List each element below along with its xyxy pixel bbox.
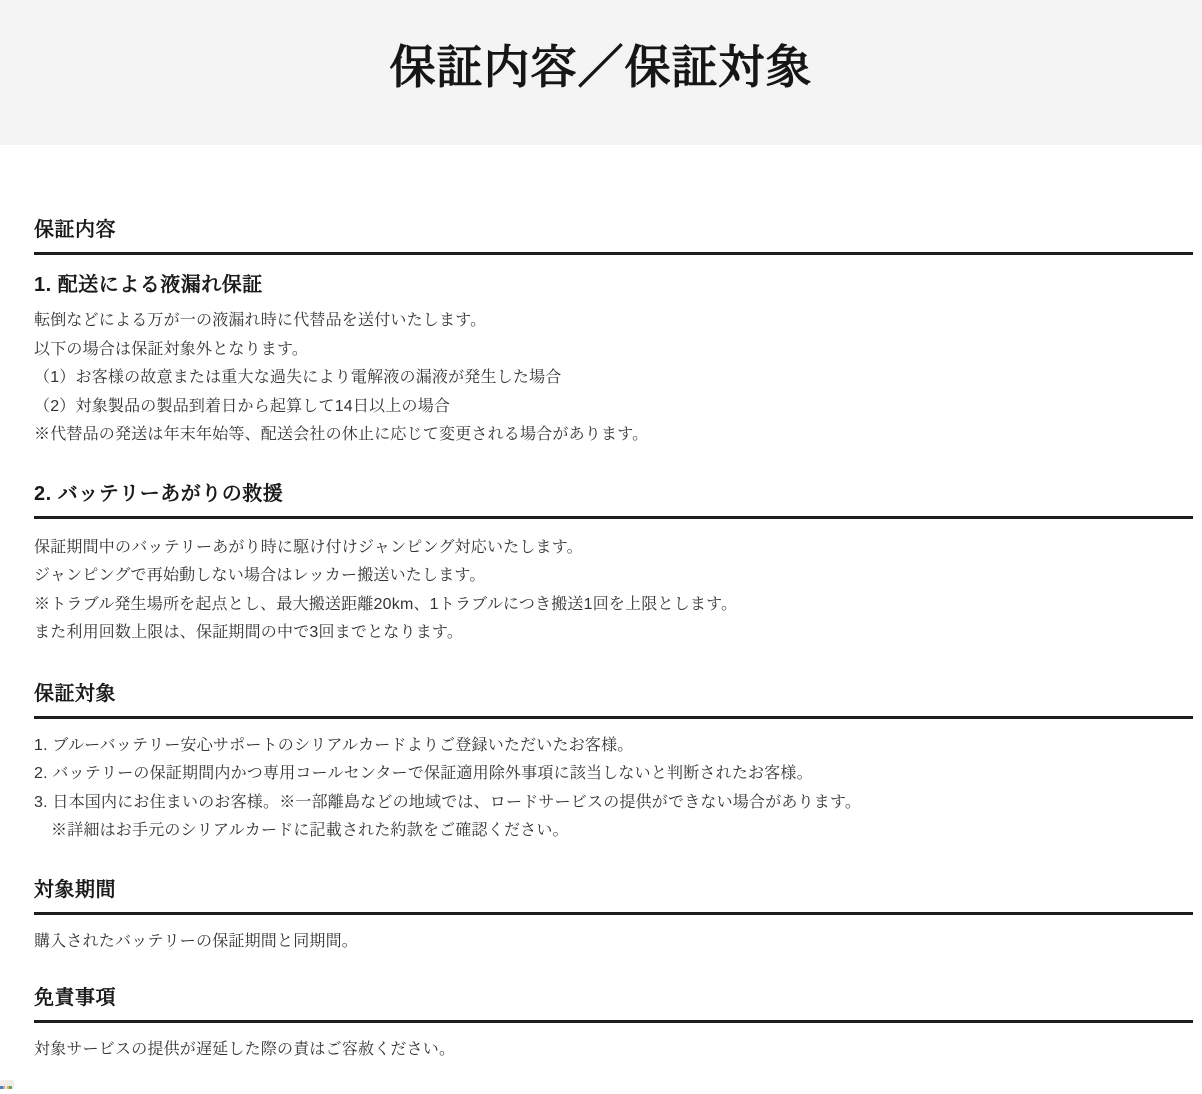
divider [34,1020,1193,1023]
paragraph: ※トラブル発生場所を起点とし、最大搬送距離20km、1トラブルにつき搬送1回を上限とします。 [34,595,738,613]
heading-warranty-target: 保証対象 [34,682,116,705]
subheading-leak-warranty: 1. 配送による液漏れ保証 [34,274,263,296]
page-content [0,217,1202,1065]
divider [34,516,1193,519]
subheading-jump-rescue: 2. バッテリーあがりの救援 [34,482,284,505]
section-warranty-target [34,681,1193,846]
divider [34,716,1193,719]
section-disclaimer [34,985,1193,1065]
leak-warranty-body [34,307,1193,450]
heading-disclaimer: 免責事項 [34,987,116,1009]
list-item: 3. 日本国内にお住まいのお客様。※一部離島などの地域では、ロードサービスの提供ができない場合があります。 [34,793,862,811]
corner-logo-fragment-icon [0,1076,14,1094]
list-item: 2. バッテリーの保証期間内かつ専用コールセンターで保証適用除外事項に該当しないと判断されたお客様。 [34,765,813,782]
paragraph: 以下の場合は保証対象外となります。 [34,340,309,358]
page-header [0,0,1202,145]
section-target-period [34,877,1193,957]
disclaimer-body [34,1036,1193,1065]
paragraph: （1）お客様の故意または重大な過失により電解液の漏液が発生した場合 [34,369,562,386]
paragraph: （2）対象製品の製品到着日から起算して14日以上の場合 [34,397,451,415]
heading-target-period: 対象期間 [34,878,116,901]
paragraph: ジャンピングで再始動しない場合はレッカー搬送いたします。 [34,567,486,584]
paragraph: ※代替品の発送は年末年始等、配送会社の休止に応じて変更される場合があります。 [34,426,649,443]
heading-warranty-content: 保証内容 [34,219,116,241]
paragraph: また利用回数上限は、保証期間の中で3回までとなります。 [34,624,464,641]
paragraph: 購入されたバッテリーの保証期間と同期間。 [34,932,359,950]
target-period-body [34,928,1193,957]
warranty-target-body [34,732,1193,846]
jump-rescue-body [34,534,1193,648]
note: ※詳細はお手元のシリアルカードに記載された約款をご確認ください。 [51,822,569,839]
paragraph: 保証期間中のバッテリーあがり時に駆け付けジャンピング対応いたします。 [34,538,583,556]
paragraph: 転倒などによる万が一の液漏れ時に代替品を送付いたします。 [34,312,487,329]
section-warranty-content [34,217,1193,648]
divider [34,912,1193,915]
list-item: 1. ブルーバッテリー安心サポートのシリアルカードよりご登録いただいたお客様。 [34,736,634,754]
paragraph: 対象サービスの提供が遅延した際の責はご容赦ください。 [34,1041,456,1058]
page-title: 保証内容／保証対象 [389,41,813,94]
divider [34,252,1193,255]
